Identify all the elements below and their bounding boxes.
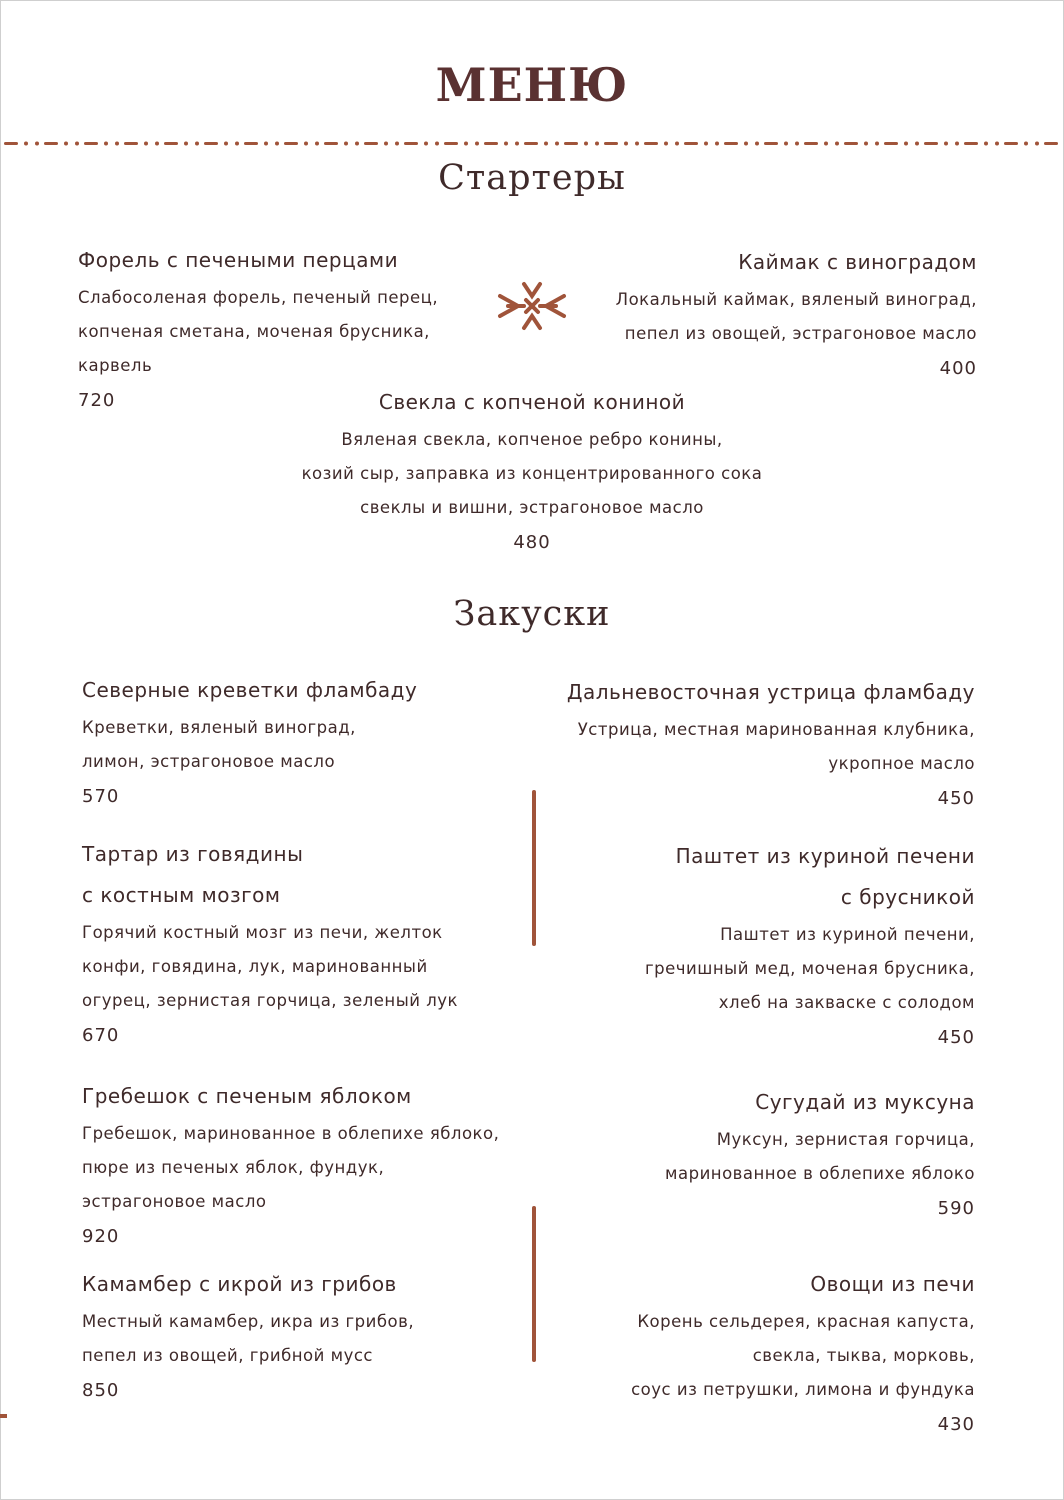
- dish-name: Форель с печеными перцами: [78, 248, 399, 272]
- appetizer-item-oyster: [567, 672, 975, 817]
- dish-description: огурец, зернистая горчица, зеленый лук: [82, 991, 458, 1010]
- appetizer-item-vegetables: [631, 1264, 975, 1443]
- dish-name: Северные креветки фламбаду: [82, 678, 418, 702]
- dish-name: Сугудай из муксуна: [755, 1090, 975, 1114]
- dish-price: 720: [78, 390, 116, 411]
- section-title-starters: Стартеры: [438, 158, 626, 198]
- dish-description: соус из петрушки, лимона и фундука: [631, 1380, 975, 1399]
- ornamental-divider: [0, 136, 1064, 152]
- dish-price: 670: [82, 1025, 120, 1046]
- dish-name: Гребешок с печеным яблоком: [82, 1084, 412, 1108]
- appetizer-item-camembert: [82, 1264, 414, 1409]
- dish-price: 480: [513, 532, 551, 553]
- dish-description: конфи, говядина, лук, маринованный: [82, 957, 428, 976]
- dish-price: 570: [82, 786, 120, 807]
- column-divider-line: [532, 790, 536, 946]
- dish-description: свеклы и вишни, эстрагоновое масло: [360, 498, 704, 517]
- dish-description: пюре из печеных яблок, фундук,: [82, 1158, 385, 1177]
- dish-description: Вяленая свекла, копченое ребро конины,: [341, 430, 723, 449]
- dish-price: 850: [82, 1380, 120, 1401]
- section-title-appetizers: Закуски: [453, 594, 611, 634]
- dish-price: 920: [82, 1226, 120, 1247]
- dish-description: Паштет из куриной печени,: [720, 925, 975, 944]
- dish-description: Горячий костный мозг из печи, желток: [82, 923, 443, 942]
- dish-description: Креветки, вяленый виноград,: [82, 718, 356, 737]
- dish-description: свекла, тыква, морковь,: [752, 1346, 975, 1365]
- appetizer-item-tartare: [82, 834, 458, 1054]
- dish-description: карвель: [78, 356, 153, 375]
- dish-description: Корень сельдерея, красная капуста,: [637, 1312, 975, 1331]
- dish-description: Слабосоленая форель, печеный перец,: [78, 288, 439, 307]
- dish-description: гречишный мед, моченая брусника,: [645, 959, 975, 978]
- dish-description: Локальный каймак, вяленый виноград,: [615, 290, 977, 309]
- dish-price: 400: [939, 358, 977, 379]
- dish-price: 450: [937, 1027, 975, 1048]
- starter-item-beet: [0, 382, 1064, 561]
- dish-name: с брусникой: [840, 885, 975, 909]
- dish-price: 590: [937, 1198, 975, 1219]
- dish-description: Гребешок, маринованное в облепихе яблоко,: [82, 1124, 500, 1143]
- dish-name: с костным мозгом: [82, 883, 281, 907]
- dish-name: Тартар из говядины: [82, 842, 304, 866]
- divider-pattern: [4, 142, 1064, 146]
- dish-description: копченая сметана, моченая брусника,: [78, 322, 430, 341]
- dish-name: Свекла с копченой кониной: [378, 390, 686, 414]
- dish-description: пепел из овощей, эстрагоновое масло: [624, 324, 977, 343]
- menu-title: МЕНЮ: [435, 58, 629, 112]
- dish-price: 450: [937, 788, 975, 809]
- dish-description: Муксун, зернистая горчица,: [716, 1130, 975, 1149]
- dish-description: хлеб на закваске с солодом: [718, 993, 975, 1012]
- dish-description: козий сыр, заправка из концентрированного сока: [301, 464, 763, 483]
- dish-name: Овощи из печи: [810, 1272, 975, 1296]
- dish-name: Камамбер с икрой из грибов: [82, 1272, 397, 1296]
- appetizer-item-scallop: [82, 1076, 499, 1255]
- appetizer-item-shrimp: [82, 670, 417, 815]
- dish-name: Каймак с виноградом: [738, 250, 977, 274]
- appetizer-item-pate: [645, 836, 975, 1056]
- edge-mark: [0, 1414, 7, 1418]
- dish-price: 430: [937, 1414, 975, 1435]
- dish-name: Паштет из куриной печени: [675, 844, 975, 868]
- star-ornament-icon: [496, 280, 568, 332]
- dish-description: Устрица, местная маринованная клубника,: [577, 720, 975, 739]
- column-divider-line: [532, 1206, 536, 1362]
- dish-description: эстрагоновое масло: [82, 1192, 267, 1211]
- dish-description: маринованное в облепихе яблоко: [665, 1164, 975, 1183]
- appetizer-item-sugudai: [665, 1082, 975, 1227]
- dish-description: пепел из овощей, грибной мусс: [82, 1346, 373, 1365]
- dish-name: Дальневосточная устрица фламбаду: [566, 680, 975, 704]
- dish-description: укропное масло: [828, 754, 975, 773]
- starter-item-kaimak: [616, 242, 977, 387]
- dish-description: лимон, эстрагоновое масло: [82, 752, 336, 771]
- dish-description: Местный камамбер, икра из грибов,: [82, 1312, 415, 1331]
